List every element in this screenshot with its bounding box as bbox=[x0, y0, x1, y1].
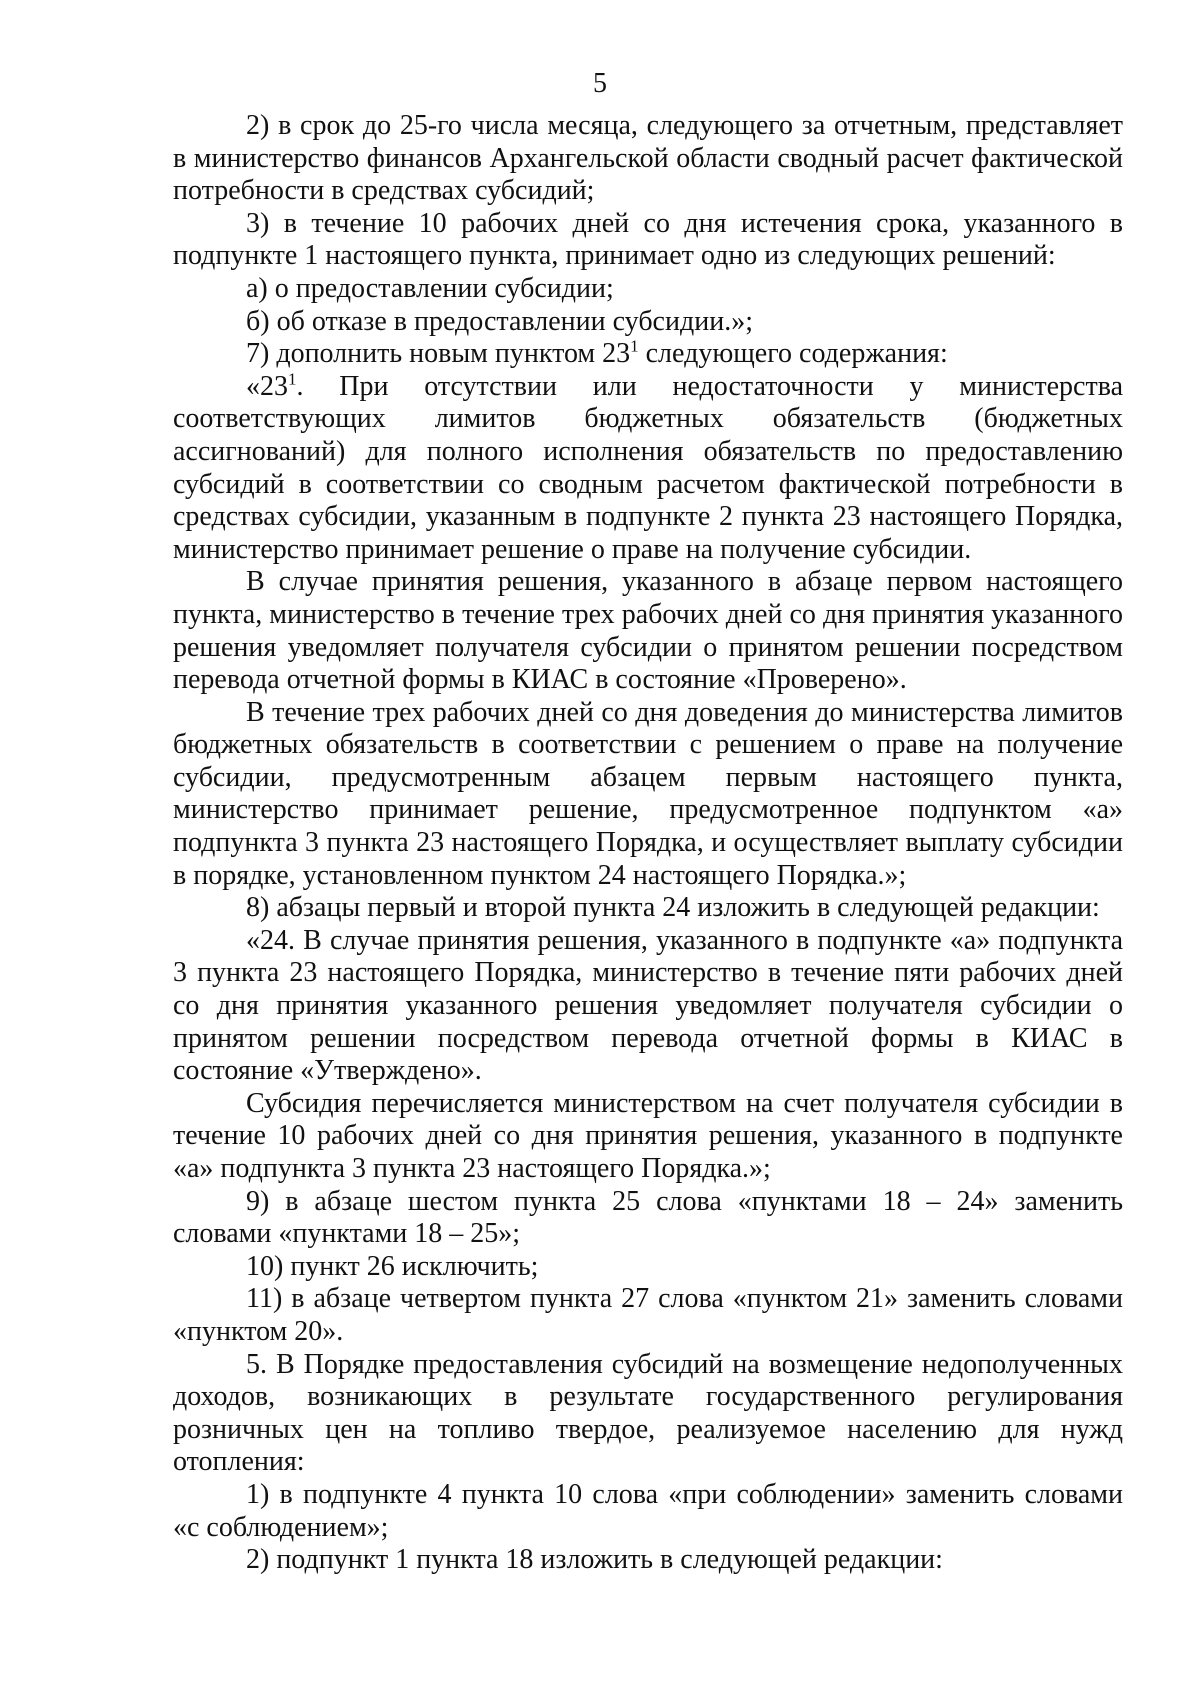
paragraph-notification-checked: В случае принятия решения, указанного в абзаце первом настоящего пункта, министерство в течение трех рабочих дней со дня принятия указанного решения уведомляет получателя субсидии о принятом решении посредством перевода отчетной формы в КИАС в состояние «Проверено». bbox=[173, 566, 1123, 696]
paragraph-limits-decision: В течение трех рабочих дней со дня доведения до министерства лимитов бюджетных обязательств в соответствии с решением о праве на получение субсидии, предусмотренным абзацем первым настоящего пункта, министерство принимает решение, предусмотренное подпунктом «а» подпункта 3 пункта 23 настоящего Порядка, и осуществляет выплату субсидии в порядке, установленном пунктом 24 настоящего Порядка.»; bbox=[173, 696, 1123, 891]
paragraph-point-24: «24. В случае принятия решения, указанного в подпункте «а» подпункта 3 пункта 23 настоящего Порядка, министерство в течение пяти рабочих дней со дня принятия указанного решения уведомляет получателя субсидии о принятом решении посредством перевода отчетной формы в КИАС в состояние «Утверждено». bbox=[173, 924, 1123, 1087]
paragraph-item-10-amendment: 10) пункт 26 исключить; bbox=[246, 1250, 539, 1282]
paragraph-section-5-item-1: 1) в подпункте 4 пункта 10 слова «при соблюдении» заменить словами «с соблюдением»; bbox=[173, 1478, 1123, 1543]
paragraph-subsidy-transfer: Субсидия перечисляется министерством на счет получателя субсидии в течение 10 рабочих дней со дня принятия решения, указанного в подпункте «а» подпункта 3 пункта 23 настоящего Порядка.»; bbox=[173, 1087, 1123, 1184]
paragraph-text-part: «23 bbox=[246, 370, 288, 402]
paragraph-text-part: . При отсутствии или недостаточности у министерства соответствующих лимитов бюджетных обязательств (бюджетных ассигнований) для полного исполнения обязательств по предоставлению субсидий в соответствии со сводным расчетом фактической потребности в средствах субсидии, указанным в подпункте 2 пункта 23 настоящего Порядка, министерство принимает решение о праве на получение субсидии. bbox=[173, 370, 1123, 565]
paragraph-subitem-a: а) о предоставлении субсидии; bbox=[246, 272, 614, 304]
paragraph-item-3-decision-term: 3) в течение 10 рабочих дней со дня истечения срока, указанного в подпункте 1 настоящего пункта, принимает одно из следующих решений: bbox=[173, 207, 1123, 272]
paragraph-text-part: 7) дополнить новым пунктом 23 bbox=[246, 338, 631, 370]
document-body bbox=[173, 110, 1123, 1577]
paragraph-section-5-heading: 5. В Порядке предоставления субсидий на возмещение недополученных доходов, возникающих в результате государственного регулирования розничных цен на топливо твердое, реализуемое населению для нужд отопления: bbox=[173, 1348, 1123, 1478]
paragraph-section-5-item-2: 2) подпункт 1 пункта 18 изложить в следующей редакции: bbox=[246, 1544, 943, 1576]
paragraph-item-8-amendment: 8) абзацы первый и второй пункта 24 изложить в следующей редакции: bbox=[246, 892, 1100, 924]
superscript-index: 1 bbox=[630, 336, 639, 356]
page-number: 5 bbox=[593, 68, 607, 99]
paragraph-text-part: следующего содержания: bbox=[638, 338, 948, 370]
paragraph-point-23-1 bbox=[173, 371, 1123, 567]
paragraph-item-9-amendment: 9) в абзаце шестом пункта 25 слова «пунктами 18 – 24» заменить словами «пунктами 18 – 25»; bbox=[173, 1185, 1123, 1250]
paragraph-item-7-amendment bbox=[173, 338, 1123, 371]
paragraph-subitem-b: б) об отказе в предоставлении субсидии.»; bbox=[246, 305, 753, 337]
superscript-index: 1 bbox=[288, 369, 297, 389]
paragraph-item-2-report-deadline: 2) в срок до 25-го числа месяца, следующего за отчетным, представляет в министерство финансов Архангельской области сводный расчет фактической потребности в средствах субсидий; bbox=[173, 110, 1123, 207]
paragraph-item-11-amendment: 11) в абзаце четвертом пункта 27 слова «пунктом 21» заменить словами «пунктом 20». bbox=[173, 1283, 1123, 1347]
